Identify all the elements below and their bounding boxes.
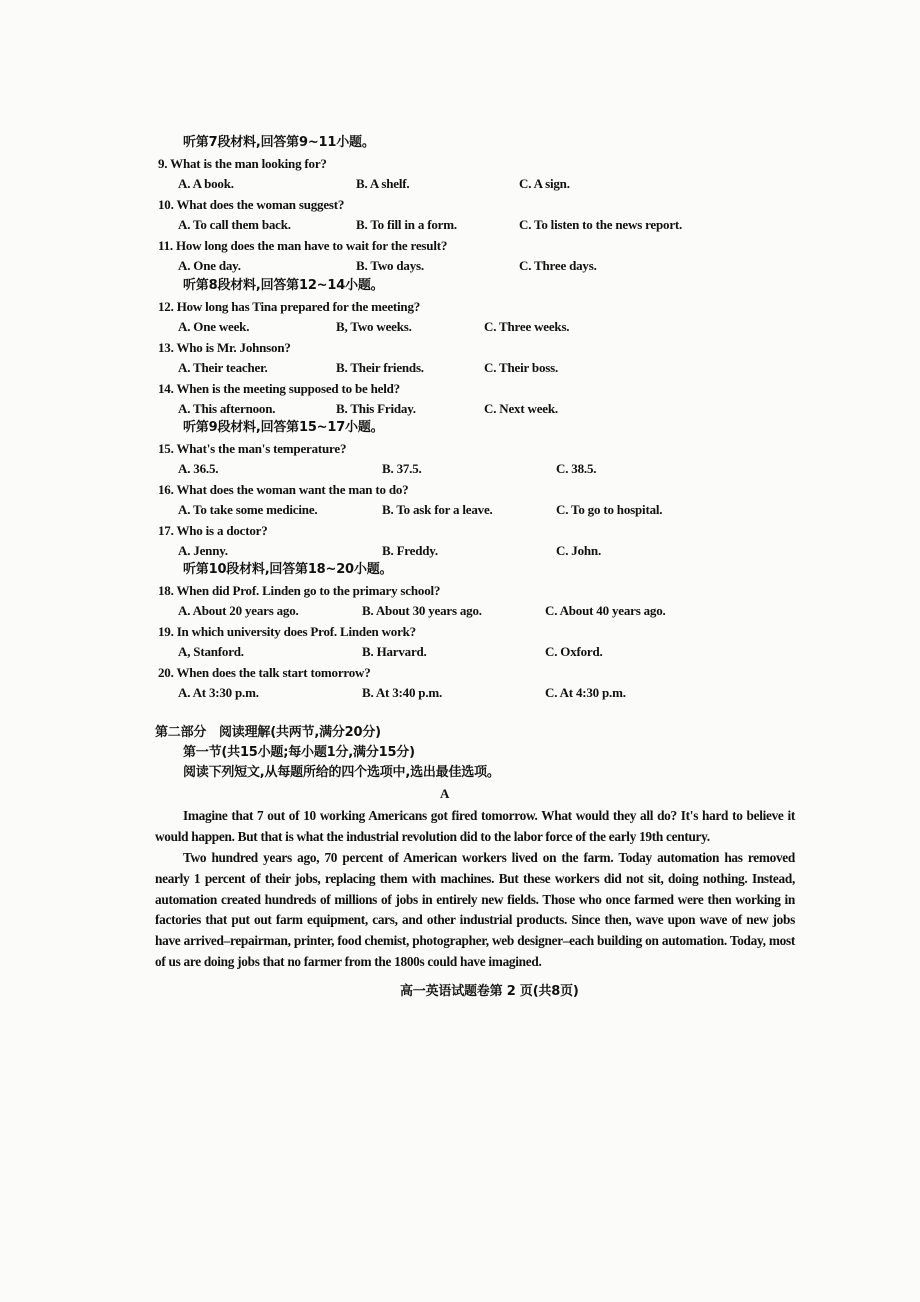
question-text: 9. What is the man looking for? [158,155,327,171]
option-a: A. A book. [178,176,234,191]
option-a: A. At 3:30 p.m. [178,685,259,700]
option-c: C. At 4:30 p.m. [545,685,626,700]
reading-instruction: 阅读下列短文,从每题所给的四个选项中,选出最佳选项。 [183,765,500,780]
option-b: B. To ask for a leave. [382,502,493,517]
question-text: 17. Who is a doctor? [158,522,268,538]
option-c: C. Next week. [484,401,558,416]
option-b: B. Freddy. [382,543,438,558]
option-b: B. This Friday. [336,401,416,416]
option-b: B. Harvard. [362,644,427,659]
option-b: B. Two days. [356,258,424,273]
option-b: B. To fill in a form. [356,217,457,232]
option-c: C. To listen to the news report. [519,217,683,232]
question-text: 13. Who is Mr. Johnson? [158,339,291,355]
question-text: 12. How long has Tina prepared for the meeting? [158,298,421,314]
option-a: A. One day. [178,258,241,273]
option-a: A, Stanford. [178,644,244,659]
option-c: C. Three weeks. [484,319,570,334]
question-text: 11. How long does the man have to wait for the result? [158,237,448,253]
option-a: A. This afternoon. [178,401,276,416]
question-text: 18. When did Prof. Linden go to the primary school? [158,582,441,598]
passage-paragraph-2: Two hundred years ago, 70 percent of American workers lived on the farm. Today automation has removed nearly 1 percent of their jobs, replacing them with machines. But these workers did not sit, doing nothing. Instead, automation created hundreds of millions of jobs in entirely new fields. Those who once farmed were then working in factories that put out farm equipment, cars, and other industrial products. Since then, wave upon wave of new jobs have arrived–repairman, printer, food chemist, photographer, web designer–each building on automation. Today, most of us are doing jobs that no farmer from the 1800s could have imagined. [155,850,795,969]
page-footer: 高一英语试题卷第 2 页(共8页) [400,984,579,999]
option-b: B. A shelf. [356,176,410,191]
option-c: C. To go to hospital. [556,502,663,517]
option-c: C. John. [556,543,601,558]
question-text: 14. When is the meeting supposed to be held? [158,380,400,396]
option-b: B. About 30 years ago. [362,603,482,618]
passage-label: A [440,786,450,801]
option-b: B, Two weeks. [336,319,412,334]
option-a: A. 36.5. [178,461,219,476]
option-b: B. Their friends. [336,360,424,375]
option-c: C. About 40 years ago. [545,603,666,618]
option-c: C. Oxford. [545,644,603,659]
option-c: C. A sign. [519,176,570,191]
option-a: A. One week. [178,319,250,334]
part2-title: 第二部分 阅读理解(共两节,满分20分) [155,725,381,740]
option-a: A. About 20 years ago. [178,603,299,618]
question-text: 15. What's the man's temperature? [158,440,347,456]
section1-heading: 第一节(共15小题;每小题1分,满分15分) [183,745,415,760]
option-c: C. Three days. [519,258,597,273]
listening-section-heading: 听第8段材料,回答第12~14小题。 [183,278,384,293]
listening-section-heading: 听第7段材料,回答第9~11小题。 [183,135,375,150]
option-c: C. Their boss. [484,360,559,375]
option-a: A. To call them back. [178,217,291,232]
option-c: C. 38.5. [556,461,597,476]
question-text: 10. What does the woman suggest? [158,196,345,212]
passage-paragraph-1: Imagine that 7 out of 10 working Americans got fired tomorrow. What would they all do? It's hard to believe it would happen. But that is what the industrial revolution did to the labor force of the early 19th century. [155,808,795,844]
option-b: B. 37.5. [382,461,422,476]
listening-section-heading: 听第10段材料,回答第18~20小题。 [183,562,393,577]
option-b: B. At 3:40 p.m. [362,685,443,700]
listening-section-heading: 听第9段材料,回答第15~17小题。 [183,420,384,435]
option-a: A. Their teacher. [178,360,268,375]
question-text: 20. When does the talk start tomorrow? [158,664,371,680]
option-a: A. Jenny. [178,543,228,558]
option-a: A. To take some medicine. [178,502,318,517]
question-text: 19. In which university does Prof. Linden work? [158,623,416,639]
question-text: 16. What does the woman want the man to do? [158,481,409,497]
